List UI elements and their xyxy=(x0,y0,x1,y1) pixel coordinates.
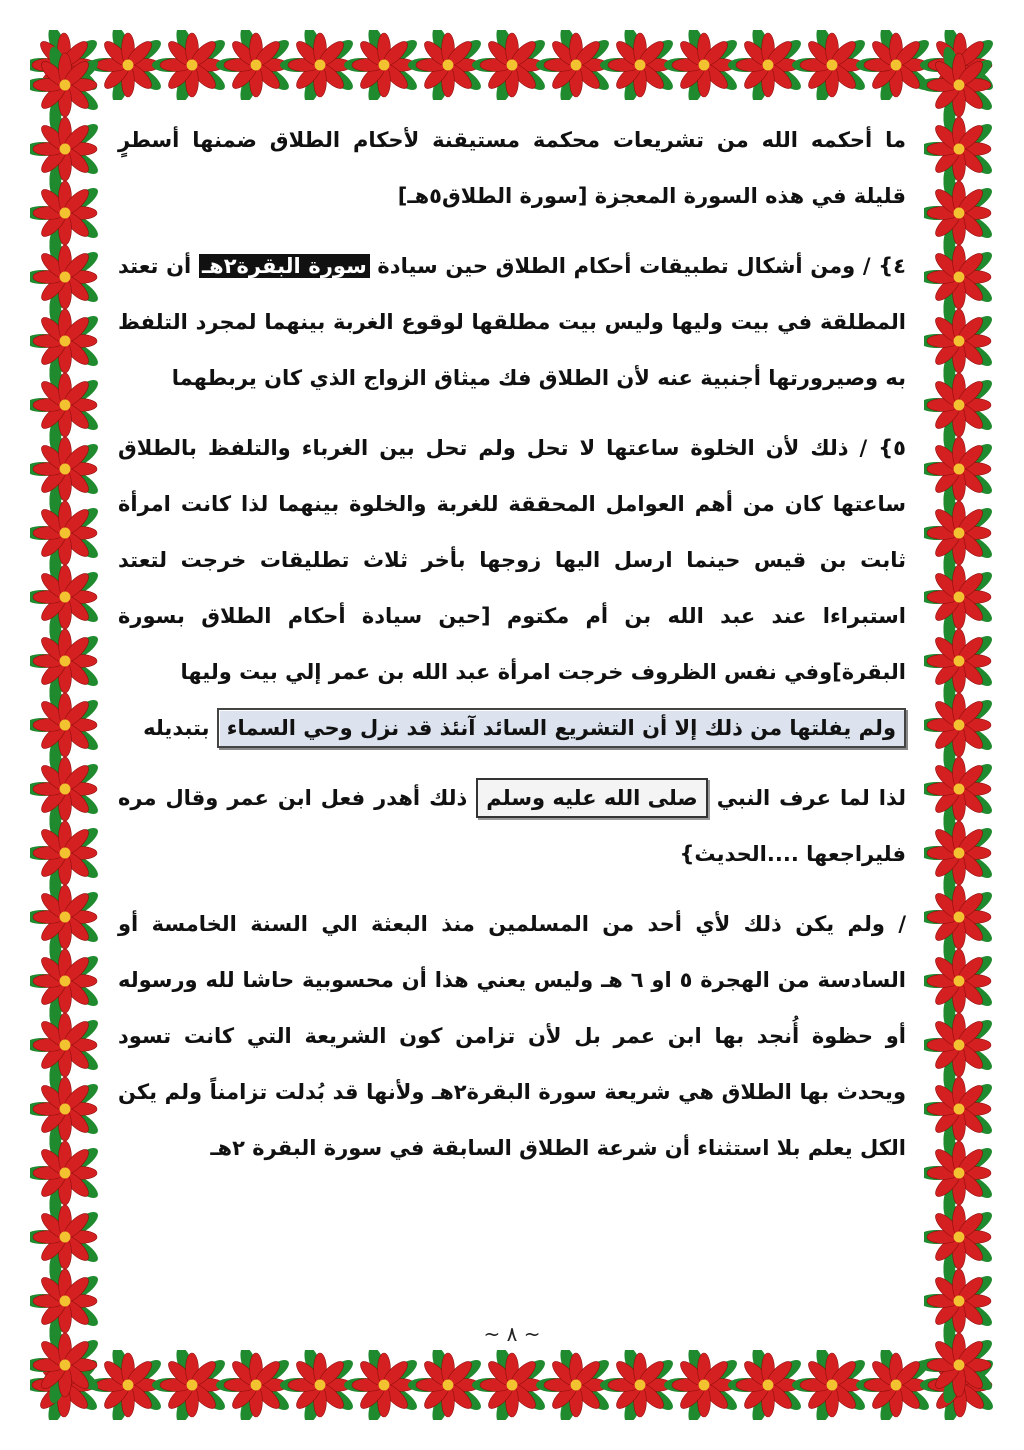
paragraph-4-rest: ذلك أهدر فعل ابن عمر وقال مره فليراجعها ....الحديث} xyxy=(118,786,906,866)
paragraph-3-tail: بتبديله xyxy=(143,716,210,740)
border-top xyxy=(30,30,994,100)
boxed-salutation: صلى الله عليه وسلم xyxy=(476,778,707,818)
paragraph-2 xyxy=(118,238,906,406)
paragraph-5 xyxy=(118,896,906,1176)
border-bottom xyxy=(30,1350,994,1420)
poinsettia-flower-icon xyxy=(30,30,100,1420)
paragraph-2-lead: ٤} / ومن أشكال تطبيقات أحكام الطلاق حين سيادة xyxy=(369,254,906,278)
paragraph-3-text: ٥} / ذلك لأن الخلوة ساعتها لا تحل ولم تحل بين الغرباء والتلفظ بالطلاق ساعتها كان من أهم العوامل المحققة للغربة والخلوة بينهما لذا كانت امرأة ثابت بن قيس حينما ارسل اليها زوجها بأخر ثلاث تطليقات خرجت لتعتد استبراءا عند عبد الله بن أم مكتوم [حين سيادة أحكام الطلاق بسورة البقرة]وفي نفس الظروف خرجت امرأة عبد الله بن عمر إلي بيت وليها xyxy=(118,436,906,684)
poinsettia-flower-icon xyxy=(30,30,994,100)
paragraph-4-lead: لذا لما عرف النبي xyxy=(707,786,906,810)
paragraph-4 xyxy=(118,770,906,882)
document-body xyxy=(118,112,906,1190)
paragraph-1-text: ما أحكمه الله من تشريعات محكمة مستيقنة لأحكام الطلاق ضمنها أسطرٍ قليلة في هذه السورة المعجزة [سورة الطلاق٥هـ] xyxy=(118,128,906,208)
paragraph-3 xyxy=(118,420,906,756)
paragraph-2-rest: أن تعتد المطلقة في بيت وليها وليس بيت مطلقها لوقوع الغربة بينهما لمجرد التلفظ به وصيرورتها أجنبية عنه لأن الطلاق فك ميثاق الزواج الذي كان يربطهما xyxy=(118,254,906,390)
poinsettia-flower-icon xyxy=(30,1350,994,1420)
poinsettia-flower-icon xyxy=(924,30,994,1420)
paragraph-1 xyxy=(118,112,906,224)
border-left xyxy=(30,30,100,1420)
boxed-quote: ولم يفلتها من ذلك إلا أن التشريع السائد آنئذ قد نزل وحي السماء xyxy=(217,708,906,748)
highlighted-surah-name: سورة البقرة٢هـ xyxy=(199,254,370,278)
border-right xyxy=(924,30,994,1420)
paragraph-5-text: / ولم يكن ذلك لأي أحد من المسلمين منذ البعثة الي السنة الخامسة أو السادسة من الهجرة ٥ او ٦ هـ وليس يعني هذا أن محسوبية حاشا لله ورسوله أو حظوة أُنجد بها ابن عمر بل لأن تزامن كون الشريعة التي كانت تسود ويحدث بها الطلاق هي شريعة سورة البقرة٢هـ ولأنها قد بُدلت تزامناً ولم يكن الكل يعلم بلا استثناء أن شرعة الطلاق السابقة في سورة البقرة ٢هـ xyxy=(118,912,906,1160)
page-number: ~ ٨ ~ xyxy=(483,1322,541,1346)
